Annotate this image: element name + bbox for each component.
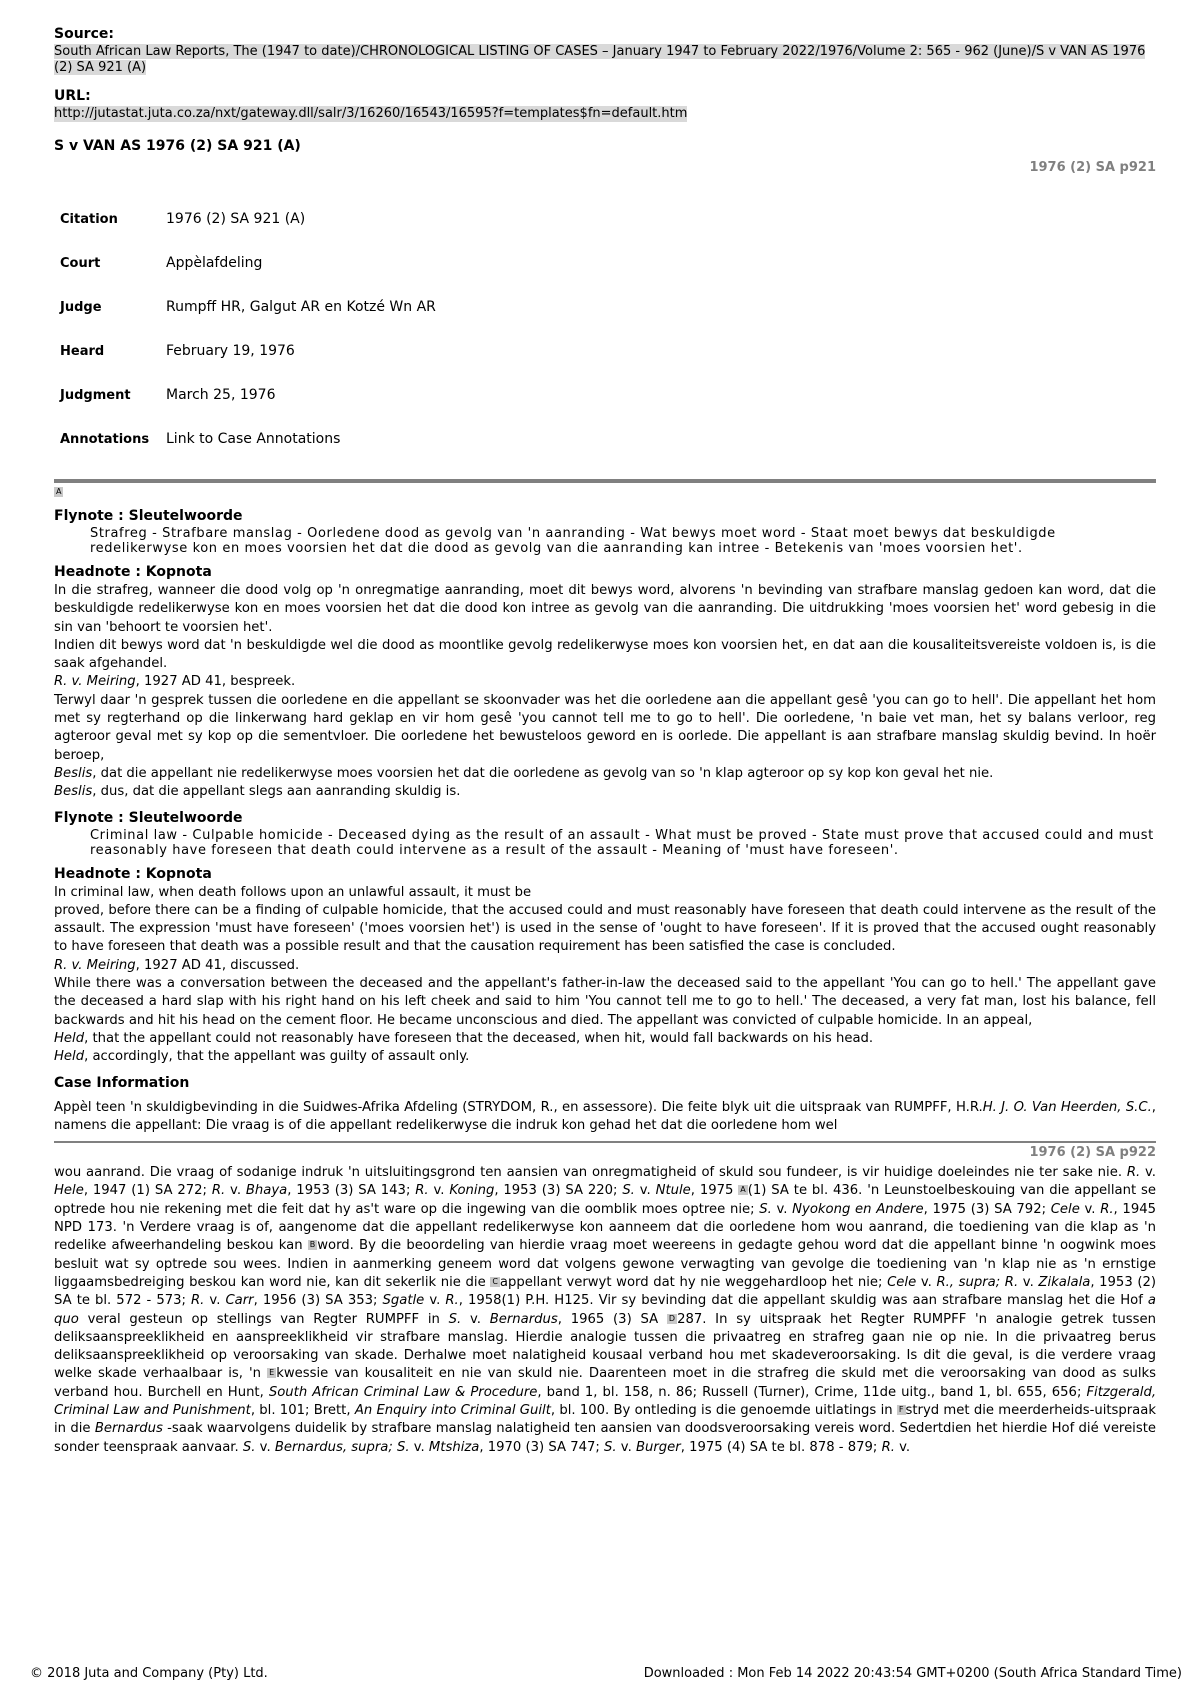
headnote-af-para: In die strafreg, wanneer die dood volg op 'n onregmatige aanranding, moet dit bewys word, alvorens 'n bevinding van strafbare manslag gedoen kan word, dat die beskuldigde redelikerwyse kon en moes voorsien het dat die dood kon intree as gevolg van die aanranding. Die uitdrukking 'moes voorsien het' word gebesig in die sin van 'behoort te voorsien het'. — [54, 583, 1156, 635]
meta-key: Judge — [60, 299, 102, 315]
case-information-text — [54, 1099, 1156, 1136]
citation: Bernardus — [94, 1421, 163, 1437]
citation: Cele — [887, 1274, 917, 1290]
section-divider — [54, 479, 1156, 483]
held-text: , dat die appellant nie redelikerwyse moes voorsien het dat die oorledene as gevolg van so 'n klap agteroor op sy kop kon geval het nie. — [92, 765, 994, 781]
meta-key: Annotations — [60, 431, 150, 447]
held-text: , dus, dat die appellant slegs aan aanranding skuldig is. — [92, 784, 461, 800]
text-run: kwessie van kousaliteit en nie van skuld nie. Daarenteen moet in die strafreg die skuld met die veroorsaking van dood as sulks verband hou. Burchell en Hunt, — [54, 1366, 1156, 1400]
case-title: S v VAN AS 1976 (2) SA 921 (A) — [54, 138, 301, 154]
citation: S. — [604, 1439, 617, 1455]
document-page — [54, 26, 1156, 1457]
citation: R. — [191, 1293, 205, 1309]
text-run: v. — [894, 1439, 911, 1455]
margin-marker-d: D — [668, 1313, 676, 1323]
citation: South African Criminal Law & Procedure — [268, 1384, 538, 1400]
meta-value: March 25, 1976 — [166, 387, 276, 403]
meta-key: Court — [60, 255, 101, 271]
citation: R. — [1126, 1165, 1141, 1181]
text-run: , 1975 (4) SA te bl. 878 - 879; — [680, 1439, 882, 1455]
citation: R. — [445, 1293, 459, 1309]
headnote-en-para: proved, before there can be a finding of culpable homicide, that the accused could and must reasonably have foreseen that death could intervene as the result of the assault. The expression 'must have foreseen' ('moes voorsien het') is used in the sense of 'ought to have foreseen'. If it is proved that the accused ought reasonably to have foreseen that death was a possible result and that the causation requirement has been satisfied the case is concluded. — [54, 902, 1156, 955]
headnote-en-para: In criminal law, when death follows upon an unlawful assault, it must be — [54, 884, 532, 900]
flynote-text-en: Criminal law - Culpable homicide - Deceased dying as the result of an assault - What must be proved - State must prove that accused could and must reasonably have foreseen that death could intervene as a result of the assault - Meaning of 'must have foreseen'. — [90, 827, 1154, 858]
citation-text: , 1927 AD 41, discussed. — [135, 957, 300, 973]
case-metadata-table — [60, 197, 436, 461]
text-run: , 1953 (3) SA 143; — [287, 1183, 416, 1199]
headnote-en-para — [54, 1048, 1156, 1066]
citation: R. — [881, 1439, 895, 1455]
text-run: v. — [461, 1311, 490, 1327]
headnote-af-para: Terwyl daar 'n gesprek tussen die oorledene en die appellant se skoonvader was het die oorledene aan die appellant gesê 'you can go to hell'. Die appellant het hom met sy regterhand op die linkerwang hard geklap en vir hom gesê 'you cannot tell me to go to hell'. Die oorledene, 'n baie vet man, het sy balans verloor, reg agteroor geval met sy kop op die sementvloer. Die oorledene het bewusteloos geword en is oorlede. Die appellant is aan strafbare manslag skuldig bevind. In hoër beroep, — [54, 692, 1156, 763]
text-run: , 1953 (3) SA 220; — [494, 1183, 623, 1199]
text-run: v. — [409, 1439, 429, 1455]
citation: a quo — [54, 1293, 1156, 1327]
source-path: South African Law Reports, The (1947 to date)/CHRONOLOGICAL LISTING OF CASES – January 1947 to February 2022/1976/Volume 2: 565 - 962 (June)/S v VAN AS 1976 (2) SA 921 (A) — [54, 44, 1146, 75]
judgment-text-p922 — [54, 1164, 1156, 1457]
text-run: veral gesteun op stellings van Regter RUMPFF in — [78, 1311, 449, 1327]
meta-row-annotations — [60, 417, 436, 461]
headnote-af — [54, 582, 1156, 802]
held-label: Held — [54, 1049, 85, 1065]
citation: Bernardus, supra; S. — [274, 1439, 410, 1455]
page-reference-922: 1976 (2) SA p922 — [1029, 1145, 1156, 1161]
text-run: 287. In sy uitspraak het Regter RUMPFF 'n analogie getrek tussen deliksaanspreeklikheid en aanspreeklikheid vir strafbare manslag. Hierdie analogie tussen die privaatreg en strafreg gaan nie op nie. In die privaatreg berus deliksaanspreeklikheid op veroorsaking van skade. Derhalwe moet nalatigheid kousaal verband hou met skadeveroorsaking. Is dit die geval, is die verdere vraag welke skade verhaalbaar is, 'n — [54, 1311, 1156, 1382]
text-run: , bl. 100. By ontleding is die genoemde uitlatings in — [550, 1402, 897, 1418]
margin-marker-e: E — [269, 1368, 275, 1378]
text-run: , 1975 — [690, 1183, 739, 1199]
citation: Nyokong en Andere — [792, 1201, 924, 1217]
flynote-heading-af: Flynote : Sleutelwoorde — [54, 508, 243, 524]
citation: S. — [622, 1183, 635, 1199]
text-run: , 1956 (3) SA 353; — [253, 1293, 383, 1309]
source-url-link[interactable]: http://jutastat.juta.co.za/nxt/gateway.dll/salr/3/16260/16543/16595?f=templates$fn=default.htm — [54, 106, 688, 121]
headnote-af-para — [54, 765, 1156, 783]
text-run: v. — [225, 1183, 246, 1199]
text-run: v. — [771, 1201, 793, 1217]
citation: Cele — [1050, 1201, 1080, 1217]
meta-value: Rumpff HR, Galgut AR en Kotzé Wn AR — [166, 299, 436, 315]
text-run: , 1947 (1) SA 272; — [83, 1183, 212, 1199]
meta-value: Appèlafdeling — [166, 255, 263, 271]
text-run: , 1958(1) P.H. H125. Vir sy bevinding dat die appellant skuldig was aan strafbare manslag het die Hof — [458, 1293, 1148, 1309]
citation: Ntule — [655, 1183, 691, 1199]
meta-key: Judgment — [60, 387, 131, 403]
text-run: , bl. 101; Brett, — [250, 1402, 355, 1418]
text-run: word. By die beoordeling van hierdie vraag moet weereens in gedagte gehou word dat die appellant binne 'n oogwink moes besluit wat sy optrede sou wees. Indien in aanmerking geneem word dat volgens gewone verwagting van gevolge die toediening van 'n klap nie as 'n ernstige liggaamsbedreiging beskou kan word nie, kan dit sekerlik nie die — [54, 1238, 1156, 1290]
text-run: wou aanrand. Die vraag of sodanige indruk 'n uitsluitingsgrond ten aansien van onregmatigheid of skuld sou fundeer, is vir huidige doeleindes nie ter sake nie. — [54, 1165, 1127, 1181]
case-info-part: , namens die appellant: Die vraag is of die appellant redelikerwyse die indruk kon gehad het dat die oorledene hom wel — [54, 1099, 1156, 1133]
text-run: stryd met die meerderheids-uitspraak in die — [54, 1402, 1156, 1437]
headnote-en-para — [54, 1030, 1156, 1048]
text-run: v. — [428, 1183, 450, 1199]
citation: Fitzgerald, Criminal Law and Punishment — [54, 1384, 1157, 1418]
headnote-heading-en: Headnote : Kopnota — [54, 865, 212, 882]
text-run: -saak waarvolgens duidelik by strafbare manslag nalatigheid ten aansien van doodsveroorsaking vereis word. Sedertdien het hierdie Hof dié vereiste sonder teenspraak aanvaar. — [54, 1421, 1156, 1455]
citation: An Enquiry into Criminal Guilt — [354, 1402, 551, 1418]
citation: S. — [448, 1311, 462, 1327]
margin-marker-a: A — [56, 487, 62, 496]
citation: R. — [415, 1183, 429, 1199]
meta-row-judge — [60, 285, 436, 329]
text-run: v. — [634, 1183, 656, 1199]
headnote-en-para: While there was a conversation between the deceased and the appellant's father-in-law the deceased said to the appellant 'You can go to hell.' The appellant gave the deceased a hard slap with his right hand on his left cheek and said to him 'You cannot tell me to go to hell.' The deceased, a very fat man, lost his balance, fell backwards and hit his head on the cement floor. He became unconscious and died. The appellant was convicted of culpable homicide. In an appeal, — [54, 976, 1156, 1028]
citation-text: , 1927 AD 41, bespreek. — [135, 674, 296, 690]
page-reference-921: 1976 (2) SA p921 — [1029, 160, 1156, 175]
meta-row-citation — [60, 197, 436, 241]
flynote-text-af: Strafreg - Strafbare manslag - Oorledene dood as gevolg van 'n aanranding - Wat bewys moet word - Staat moet bewys dat beskuldigde redelikerwyse kon en moes voorsien het dat die dood as gevolg van die aanranding kan intree - Betekenis van 'moes voorsien het'. — [90, 526, 1056, 556]
text-run: , 1970 (3) SA 747; — [479, 1439, 605, 1455]
citation: R. — [211, 1183, 226, 1199]
citation: Hele — [54, 1183, 84, 1199]
citation: S. — [759, 1201, 772, 1217]
margin-marker-a: A — [740, 1185, 746, 1195]
held-label: Beslis — [54, 765, 93, 781]
text-run: , 1945 NPD 173. 'n Verdere vraag is of, aangenome dat die appellant redelikerwyse kon aanneem dat die oorledene hom wou aanrand, die toediening van die klap as 'n redelike afweerhandeling beskou kan — [54, 1201, 1156, 1254]
text-run: v. — [1079, 1201, 1101, 1217]
held-label: Beslis — [54, 784, 93, 800]
citation: Sgatle — [382, 1293, 425, 1309]
citation: Mtshiza — [428, 1439, 480, 1455]
meta-value: February 19, 1976 — [166, 343, 295, 359]
headnote-en-para — [54, 957, 1156, 975]
margin-marker-f: F — [898, 1404, 904, 1414]
text-run: v. — [255, 1439, 275, 1455]
citation: Zikalala — [1038, 1274, 1091, 1290]
headnote-heading-af: Headnote : Kopnota — [54, 564, 212, 580]
citation: Bhaya — [245, 1183, 288, 1199]
case-citation: R. v. Meiring — [54, 674, 136, 690]
text-run: v. — [1018, 1274, 1039, 1290]
citation: Koning — [449, 1183, 495, 1199]
headnote-af-para — [54, 783, 1156, 801]
meta-key: Citation — [60, 211, 118, 227]
citation: S. — [242, 1439, 256, 1455]
held-label: Held — [54, 1030, 85, 1046]
text-run: v. — [616, 1439, 636, 1455]
citation: R., supra; R. — [936, 1274, 1019, 1290]
citation: Bernardus — [489, 1311, 558, 1327]
text-run: v. — [1140, 1165, 1156, 1181]
meta-row-judgment — [60, 373, 436, 417]
counsel-name: H. J. O. Van Heerden, S.C. — [982, 1099, 1152, 1115]
case-info-part: Appèl teen 'n skuldigbevinding in die Suidwes-Afrika Afdeling (STRYDOM, R., en assessore). Die feite blyk uit die uitspraak van RUMPFF, H.R. — [54, 1099, 983, 1115]
margin-marker-b: B — [309, 1240, 316, 1250]
text-run: , 1975 (3) SA 792; — [923, 1201, 1051, 1217]
source-label: Source: — [54, 26, 114, 42]
held-text: , accordingly, that the appellant was guilty of assault only. — [84, 1049, 470, 1065]
text-run: (1) SA te bl. 436. 'n Leunstoelbeskouing van die appellant se optrede hou nie rekening met die feit dat hy as't ware op die ingewing van die oomblik moes optree nie; — [54, 1183, 1156, 1217]
page-divider — [54, 1141, 1156, 1143]
citation: Carr — [225, 1293, 254, 1309]
footer-download-timestamp: Downloaded : Mon Feb 14 2022 20:43:54 GMT+0200 (South Africa Standard Time) — [643, 1666, 1182, 1681]
flynote-heading-en: Flynote : Sleutelwoorde — [54, 809, 243, 826]
meta-value: 1976 (2) SA 921 (A) — [166, 211, 306, 227]
text-run: , 1965 (3) SA — [557, 1311, 667, 1327]
meta-row-heard — [60, 329, 436, 373]
citation: Burger — [635, 1439, 681, 1455]
annotations-link[interactable]: Link to Case Annotations — [166, 431, 341, 447]
headnote-af-para — [54, 673, 1156, 691]
url-label: URL: — [54, 88, 91, 104]
text-run: v. — [424, 1293, 446, 1309]
meta-row-court — [60, 241, 436, 285]
held-text: , that the appellant could not reasonably have foreseen that the deceased, when hit, would fall backwards on his head. — [84, 1030, 874, 1046]
source-text — [54, 44, 1156, 76]
text-run: , 1953 (2) SA te bl. 572 - 573; — [54, 1274, 1157, 1309]
meta-key: Heard — [60, 343, 105, 359]
text-run: v. — [204, 1293, 226, 1309]
text-run: , band 1, bl. 158, n. 86; Russell (Turner), Crime, 11de uitg., band 1, bl. 655, 656; — [537, 1384, 1087, 1400]
text-run: v. — [916, 1274, 937, 1290]
margin-marker-c: C — [492, 1276, 498, 1286]
text-run: appellant verwyt word dat hy nie weggehardloop het nie; — [499, 1274, 888, 1290]
citation: R. — [1100, 1201, 1114, 1217]
footer-copyright: © 2018 Juta and Company (Pty) Ltd. — [30, 1666, 268, 1681]
headnote-af-para: Indien dit bewys word dat 'n beskuldigde wel die dood as moontlike gevolg redelikerwyse moes kon voorsien het, en dat aan die kousaliteitsvereiste voldoen is, is die saak afgehandel. — [54, 637, 1156, 672]
case-information-heading: Case Information — [54, 1074, 190, 1091]
headnote-en — [54, 884, 1156, 1067]
case-citation: R. v. Meiring — [54, 957, 136, 973]
